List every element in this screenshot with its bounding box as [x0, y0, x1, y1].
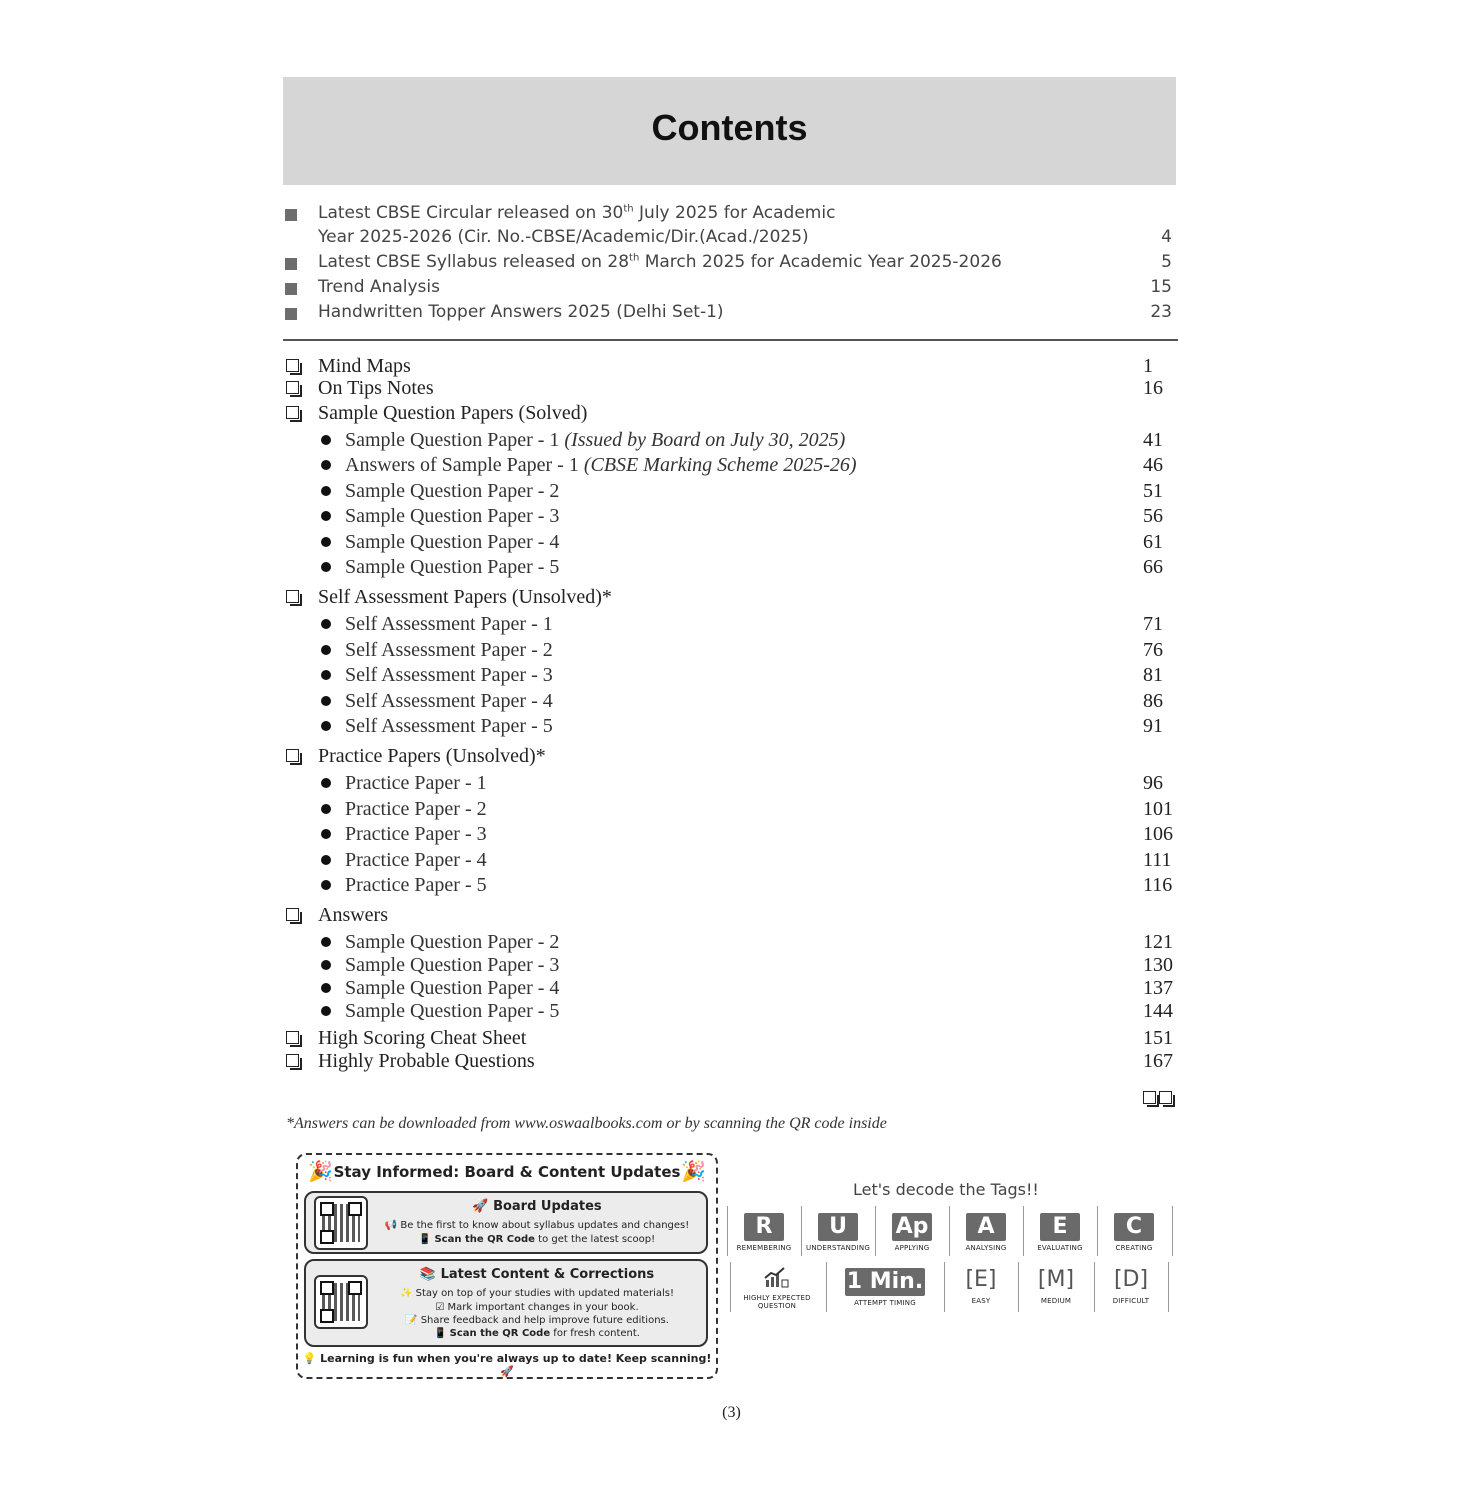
toc-answers-item[interactable]: Sample Question Paper - 5 144	[283, 1000, 1176, 1022]
dot-bullet-icon	[321, 619, 331, 629]
toc-cheat-sheet[interactable]: High Scoring Cheat Sheet 151	[283, 1027, 1176, 1049]
checkbox-bullet-icon	[286, 908, 299, 921]
square-bullet-icon	[285, 283, 297, 295]
board-updates-card[interactable]: 🚀 Board Updates 📢 Be the first to know about syllabus updates and changes! 📱 Scan the QR Code to get the latest scoop!	[304, 1191, 708, 1254]
page-number: 4	[1161, 227, 1172, 247]
rocket-icon: 🚀	[500, 1365, 514, 1378]
checkbox-bullet-icon	[286, 381, 299, 394]
checkbox-bullet-icon	[286, 1031, 299, 1044]
footnote: *Answers can be downloaded from www.oswaalbooks.com or by scanning the QR code inside	[286, 1115, 887, 1132]
toc-sap-item[interactable]: Self Assessment Paper - 5 91	[283, 715, 1176, 737]
dot-bullet-icon	[321, 778, 331, 788]
dot-bullet-icon	[321, 960, 331, 970]
dot-bullet-icon	[321, 460, 331, 470]
square-bullet-icon	[285, 308, 297, 320]
toc-answers-heading: Answers	[283, 904, 1176, 926]
end-mark-icon	[1143, 1091, 1178, 1105]
dot-bullet-icon	[321, 696, 331, 706]
latest-content-card[interactable]: 📚 Latest Content & Corrections ✨ Stay on top of your studies with updated materials! ☑ Mark important changes in your book. 📝 Share feedback and help improve future editions. 📱 Scan the QR Code for fresh content.	[304, 1259, 708, 1347]
toc-sqp-item[interactable]: Answers of Sample Paper - 1 (CBSE Marking Scheme 2025-26) 46	[283, 454, 1176, 476]
toc-pp-item[interactable]: Practice Paper - 4 111	[283, 849, 1176, 871]
rocket-icon: 🚀	[472, 1199, 494, 1214]
phone-icon: 📱	[418, 1234, 435, 1245]
square-bullet-icon	[285, 209, 297, 221]
toc-sqp-item[interactable]: Sample Question Paper - 4 61	[283, 531, 1176, 553]
page-number: 5	[1161, 252, 1172, 272]
toc-mind-maps[interactable]: Mind Maps 1	[283, 355, 1176, 377]
toc-on-tips[interactable]: On Tips Notes 16	[283, 377, 1176, 399]
top-item-trend[interactable]: Trend Analysis 15	[283, 277, 1176, 301]
checkbox-bullet-icon	[286, 359, 299, 372]
dot-bullet-icon	[321, 983, 331, 993]
tag-difficult: [D] DIFFICULT	[1112, 1267, 1150, 1305]
toc-pp-item[interactable]: Practice Paper - 5 116	[283, 874, 1176, 896]
qr-code[interactable]	[314, 1196, 368, 1250]
tag-attempt-timing: 1 Min. ATTEMPT TIMING	[846, 1269, 924, 1307]
dot-bullet-icon	[321, 829, 331, 839]
dot-bullet-icon	[321, 804, 331, 814]
dot-bullet-icon	[321, 670, 331, 680]
toc-sap-item[interactable]: Self Assessment Paper - 2 76	[283, 639, 1176, 661]
toc-sqp-item[interactable]: Sample Question Paper - 2 51	[283, 480, 1176, 502]
checkbox-bullet-icon	[286, 406, 299, 419]
tag-highly-expected: HIGHLY EXPECTED QUESTION	[734, 1266, 820, 1310]
toc-pp-item[interactable]: Practice Paper - 2 101	[283, 798, 1176, 820]
toc-pp-heading: Practice Papers (Unsolved)*	[283, 745, 1176, 767]
tag-medium: [M] MEDIUM	[1037, 1267, 1075, 1305]
tag-applying: Ap APPLYING	[875, 1213, 949, 1252]
toc-sqp-item[interactable]: Sample Question Paper - 5 66	[283, 556, 1176, 578]
top-item-circular[interactable]: Latest CBSE Circular released on 30th July 2025 for Academic Year 2025-2026 (Cir. No.-CBSE/Academic/Dir.(Acad./2025) 4	[283, 203, 1176, 251]
dot-bullet-icon	[321, 537, 331, 547]
toc-sap-item[interactable]: Self Assessment Paper - 3 81	[283, 664, 1176, 686]
toc-pp-item[interactable]: Practice Paper - 1 96	[283, 772, 1176, 794]
tag-remembering: R REMEMBERING	[736, 1214, 792, 1252]
dot-bullet-icon	[321, 435, 331, 445]
toc-sap-item[interactable]: Self Assessment Paper - 4 86	[283, 690, 1176, 712]
dot-bullet-icon	[321, 1006, 331, 1016]
updates-box-title: Stay Informed: Board & Content Updates	[333, 1163, 681, 1181]
party-popper-icon: 🎉	[681, 1159, 706, 1183]
dot-bullet-icon	[321, 511, 331, 521]
page-number: 23	[1150, 302, 1172, 322]
dot-bullet-icon	[321, 645, 331, 655]
toc-pp-item[interactable]: Practice Paper - 3 106	[283, 823, 1176, 845]
page-number-footer: (3)	[722, 1404, 741, 1421]
toc-answers-item[interactable]: Sample Question Paper - 4 137	[283, 977, 1176, 999]
checkbox-bullet-icon	[286, 1054, 299, 1067]
toc-sqp-item[interactable]: Sample Question Paper - 3 56	[283, 505, 1176, 527]
lightbulb-icon: 💡	[302, 1352, 321, 1365]
dot-bullet-icon	[321, 721, 331, 731]
contents-banner	[283, 77, 1176, 185]
tag-creating: C CREATING	[1115, 1214, 1153, 1252]
toc-answers-item[interactable]: Sample Question Paper - 2 121	[283, 931, 1176, 953]
dot-bullet-icon	[321, 855, 331, 865]
check-icon: ☑	[435, 1302, 448, 1313]
checkbox-bullet-icon	[286, 749, 299, 762]
dot-bullet-icon	[321, 562, 331, 572]
toc-sqp-item[interactable]: Sample Question Paper - 1 (Issued by Board on July 30, 2025) 41	[283, 429, 1176, 451]
qr-code[interactable]	[314, 1275, 368, 1329]
books-icon: 📚	[419, 1267, 441, 1282]
memo-icon: 📝	[405, 1315, 421, 1326]
party-popper-icon: 🎉	[308, 1159, 333, 1183]
dot-bullet-icon	[321, 937, 331, 947]
tag-understanding: U UNDERSTANDING	[806, 1214, 870, 1252]
toc-answers-item[interactable]: Sample Question Paper - 3 130	[283, 954, 1176, 976]
tag-easy: [E] EASY	[965, 1267, 997, 1305]
divider	[283, 339, 1178, 341]
page-number: 15	[1150, 277, 1172, 297]
top-item-topper[interactable]: Handwritten Topper Answers 2025 (Delhi Set-1) 23	[283, 302, 1176, 326]
chart-up-icon	[764, 1266, 790, 1288]
toc-sap-heading: Self Assessment Papers (Unsolved)*	[283, 586, 1176, 608]
sparkle-icon: ✨	[399, 1288, 416, 1299]
square-bullet-icon	[285, 258, 297, 270]
top-item-syllabus[interactable]: Latest CBSE Syllabus released on 28th March 2025 for Academic Year 2025-2026 5	[283, 252, 1176, 276]
phone-icon: 📱	[434, 1328, 450, 1339]
toc-sqp-heading: Sample Question Papers (Solved)	[283, 402, 1176, 424]
page-title: Contents	[651, 107, 808, 148]
megaphone-icon: 📢	[384, 1220, 401, 1231]
dot-bullet-icon	[321, 486, 331, 496]
dot-bullet-icon	[321, 880, 331, 890]
toc-sap-item[interactable]: Self Assessment Paper - 1 71	[283, 613, 1176, 635]
tag-evaluating: E EVALUATING	[1037, 1214, 1083, 1252]
tag-analysing: A ANALYSING	[965, 1214, 1007, 1252]
toc-probable-questions[interactable]: Highly Probable Questions 167	[283, 1050, 1176, 1072]
checkbox-bullet-icon	[286, 590, 299, 603]
updates-box: 🎉 Stay Informed: Board & Content Updates 🎉 🚀 Board Updates 📢 Be the first to know about syllabus updates and changes! 📱 Scan the QR Code to get the latest scoop! 📚 Latest Content & Corrections ✨ Stay on top of your studies with updated materials! ☑ Mark important changes in your book. 📝 Share feedback and help improve future editions. 📱 Scan the QR Code for fresh content. 💡 Learning is fun when you're always up to date! Keep scanning! 🚀	[296, 1153, 718, 1379]
tags-title: Let's decode the Tags!!	[853, 1180, 1039, 1199]
